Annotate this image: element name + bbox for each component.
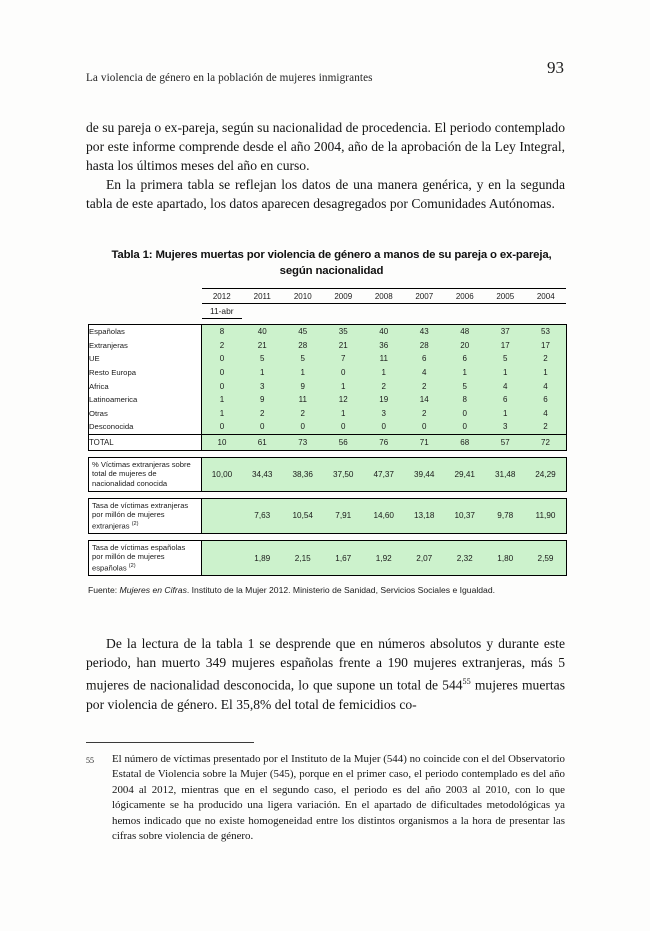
table-row [89,325,567,339]
table-source [88,585,568,595]
table-cell: 5 [445,379,486,393]
total-cell: 10 [202,434,243,450]
table-1 [88,288,565,576]
stat-cell: 11,90 [526,498,567,533]
total-cell: 72 [526,434,567,450]
table-cell: 3 [485,420,526,434]
table-cell: 0 [445,407,486,421]
stat-cell: 1,92 [364,540,405,575]
table-cell: 0 [202,352,243,366]
stat-cell: 13,18 [404,498,445,533]
total-cell: 56 [323,434,364,450]
table-cell: 0 [202,420,243,434]
table-cell: 40 [364,325,405,339]
subheader-blank [89,304,202,319]
footnote-text: El número de víctimas presentado por el Instituto de la Mujer (544) no coincide con el del Observatorio Estatal de Violencia sobre la Mujer (545), porque en el primer caso, el periodo contemplado es del año 2004 al 2012, mientras que en el segundo caso, el periodo es del año 2003 al 2010, con lo que lógicamente se ha producido una ligera variación. En el apartado de dificultades metodológicas ya hemos indicado que no existe homogeneidad entre los distintos organismos a la hora de presentar las cifras sobre violencia de género. [112,753,565,843]
table-cell: 9 [283,379,324,393]
table-cell: 1 [445,366,486,380]
stat-cell: 1,67 [323,540,364,575]
stat-cell: 7,91 [323,498,364,533]
stat-footnote-marker: (2) [128,563,136,570]
table-gap [89,533,567,540]
table-row [89,379,567,393]
table-row [89,407,567,421]
row-label: Latinoamerica [89,393,202,407]
subheader-note: 11-abr [202,304,243,319]
stat-cell: 2,32 [445,540,486,575]
table-cell: 14 [404,393,445,407]
footnote-reference-55: 55 [462,677,471,687]
table-cell: 2 [404,407,445,421]
table-cell: 2 [242,407,283,421]
stat-cell [202,498,243,533]
source-title: Mujeres en Cifras [119,585,187,595]
table-cell: 2 [202,339,243,353]
total-cell: 73 [283,434,324,450]
table-stat-row [89,540,567,575]
running-head [86,58,564,84]
stat-cell: 31,48 [485,457,526,491]
stat-cell: 47,37 [364,457,405,491]
total-cell: 61 [242,434,283,450]
table-header-row [89,289,567,304]
table-cell: 0 [202,379,243,393]
paragraph-3-text-a: De la lectura de la tabla 1 se desprende que en números absolutos y durante este periodo, han muerto 349 mujeres españolas frente a 190 mujeres extranjeras, más 5 mujeres de nacionalidad desconocida, lo que supone un total de 544 [86,636,565,693]
data-table [88,288,567,576]
stat-footnote-marker: (2) [131,520,139,527]
stat-cell: 37,50 [323,457,364,491]
table-gap [89,450,567,457]
table-cell: 4 [404,366,445,380]
footnote-block [86,752,565,844]
table-cell: 1 [323,407,364,421]
table-cell: 1 [526,366,567,380]
row-label: UE [89,352,202,366]
row-label: Africa [89,379,202,393]
paragraph-1: de su pareja o ex-pareja, según su nacionalidad de procedencia. El periodo contemplado por este informe comprende desde el año 2004, año de la aprobación de la Ley Integral, hasta los últimos meses del año en curso. [86,120,565,174]
table-cell: 1 [242,366,283,380]
table-cell: 19 [364,393,405,407]
table-title: Tabla 1: Mujeres muertas por violencia de género a manos de su pareja o ex-pareja, según nacionalidad [111,249,552,277]
stat-cell: 10,37 [445,498,486,533]
table-cell: 11 [364,352,405,366]
table-row [89,366,567,380]
table-cell: 28 [404,339,445,353]
table-cell: 2 [364,379,405,393]
stat-cell: 9,78 [485,498,526,533]
stat-cell: 2,15 [283,540,324,575]
running-head-title: La violencia de género en la población de mujeres inmigrantes [86,72,373,84]
table-cell: 0 [202,366,243,380]
paragraph-2: En la primera tabla se reflejan los datos de una manera genérica, y en la segunda tabla de este apartado, los datos aparecen desagregados por Comunidades Autónomas. [86,177,565,212]
stat-cell: 38,36 [283,457,324,491]
stat-label: % Víctimas extranjeras sobre total de mujeres de nacionalidad conocida [89,457,202,491]
table-subheader-row [89,304,567,319]
column-header-2012: 2012 [202,289,243,304]
table-cell: 8 [202,325,243,339]
table-cell: 4 [485,379,526,393]
table-cell: 8 [445,393,486,407]
column-header-2011: 2011 [242,289,283,304]
total-cell: 68 [445,434,486,450]
subheader-empty [242,304,283,319]
table-row [89,339,567,353]
source-prefix: Fuente: [88,585,120,595]
row-label: Otras [89,407,202,421]
column-header-2007: 2007 [404,289,445,304]
table-cell: 5 [485,352,526,366]
subheader-empty [445,304,486,319]
table-cell: 2 [526,420,567,434]
table-stat-row [89,498,567,533]
table-cell: 4 [526,379,567,393]
table-row [89,420,567,434]
table-cell: 1 [485,366,526,380]
table-cell: 36 [364,339,405,353]
row-label: Resto Europa [89,366,202,380]
table-cell: 0 [283,420,324,434]
table-cell: 40 [242,325,283,339]
table-cell: 6 [526,393,567,407]
stat-cell: 10,54 [283,498,324,533]
table-cell: 0 [323,366,364,380]
table-stat-row [89,457,567,491]
column-header-2008: 2008 [364,289,405,304]
table-total-row [89,434,567,450]
total-cell: 76 [364,434,405,450]
column-header-2009: 2009 [323,289,364,304]
stat-cell: 7,63 [242,498,283,533]
paragraph-3 [86,634,565,714]
stat-cell: 2,59 [526,540,567,575]
stat-cell: 39,44 [404,457,445,491]
subheader-empty [323,304,364,319]
total-cell: 57 [485,434,526,450]
stat-cell: 1,89 [242,540,283,575]
table-gap [89,491,567,498]
table-cell: 3 [242,379,283,393]
table-cell: 35 [323,325,364,339]
row-label: Desconocida [89,420,202,434]
table-cell: 0 [323,420,364,434]
column-header-2006: 2006 [445,289,486,304]
stat-cell [202,540,243,575]
table-cell: 11 [283,393,324,407]
table-cell: 21 [323,339,364,353]
paragraph-3-text-b: mujeres muertas por violencia de género. El 35,8% del total de femicidios co- [86,677,565,712]
table-cell: 43 [404,325,445,339]
column-header-2010: 2010 [283,289,324,304]
row-label: Extranjeras [89,339,202,353]
table-cell: 5 [283,352,324,366]
table-cell: 53 [526,325,567,339]
table-cell: 37 [485,325,526,339]
table-cell: 7 [323,352,364,366]
subheader-empty [364,304,405,319]
stat-cell: 34,43 [242,457,283,491]
table-cell: 6 [404,352,445,366]
table-cell: 48 [445,325,486,339]
subheader-empty [526,304,567,319]
body-paragraph-block-2 [86,634,565,714]
stat-cell: 10,00 [202,457,243,491]
table-cell: 0 [242,420,283,434]
table-cell: 1 [485,407,526,421]
stat-label: Tasa de víctimas extranjeras por millón de mujeres extranjeras $^{(2)}$ [89,498,202,533]
table-row [89,352,567,366]
footnote-separator [86,742,254,743]
subheader-empty [485,304,526,319]
table-cell: 12 [323,393,364,407]
table-cell: 1 [202,393,243,407]
total-label: TOTAL [89,434,202,450]
body-paragraph-block-1 [86,118,565,213]
stat-cell: 29,41 [445,457,486,491]
stat-cell: 14,60 [364,498,405,533]
table-cell: 1 [364,366,405,380]
table-cell: 4 [526,407,567,421]
table-cell: 2 [404,379,445,393]
table-cell: 1 [283,366,324,380]
row-label: Españolas [89,325,202,339]
source-suffix: . Instituto de la Mujer 2012. Ministerio de Sanidad, Servicios Sociales e Igualdad. [186,585,495,595]
table-cell: 28 [283,339,324,353]
table-cell: 21 [242,339,283,353]
table-cell: 1 [323,379,364,393]
page-number: 93 [547,58,564,77]
stat-label: Tasa de víctimas españolas por millón de mujeres españolas $^{(2)}$ [89,540,202,575]
table-cell: 0 [404,420,445,434]
subheader-empty [283,304,324,319]
table-cell: 17 [526,339,567,353]
stat-cell: 2,07 [404,540,445,575]
table-cell: 3 [364,407,405,421]
stat-cell: 1,80 [485,540,526,575]
table-cell: 9 [242,393,283,407]
table-cell: 0 [445,420,486,434]
table-cell: 0 [364,420,405,434]
total-cell: 71 [404,434,445,450]
table-cell: 45 [283,325,324,339]
column-header-2005: 2005 [485,289,526,304]
table-cell: 5 [242,352,283,366]
footnote-number: 55 [86,756,94,765]
table-cell: 6 [445,352,486,366]
header-corner-cell [89,289,202,304]
subheader-empty [404,304,445,319]
table-cell: 1 [202,407,243,421]
table-cell: 17 [485,339,526,353]
table-cell: 2 [526,352,567,366]
table-row [89,393,567,407]
column-header-2004: 2004 [526,289,567,304]
table-cell: 2 [283,407,324,421]
table-cell: 20 [445,339,486,353]
table-cell: 6 [485,393,526,407]
stat-cell: 24,29 [526,457,567,491]
